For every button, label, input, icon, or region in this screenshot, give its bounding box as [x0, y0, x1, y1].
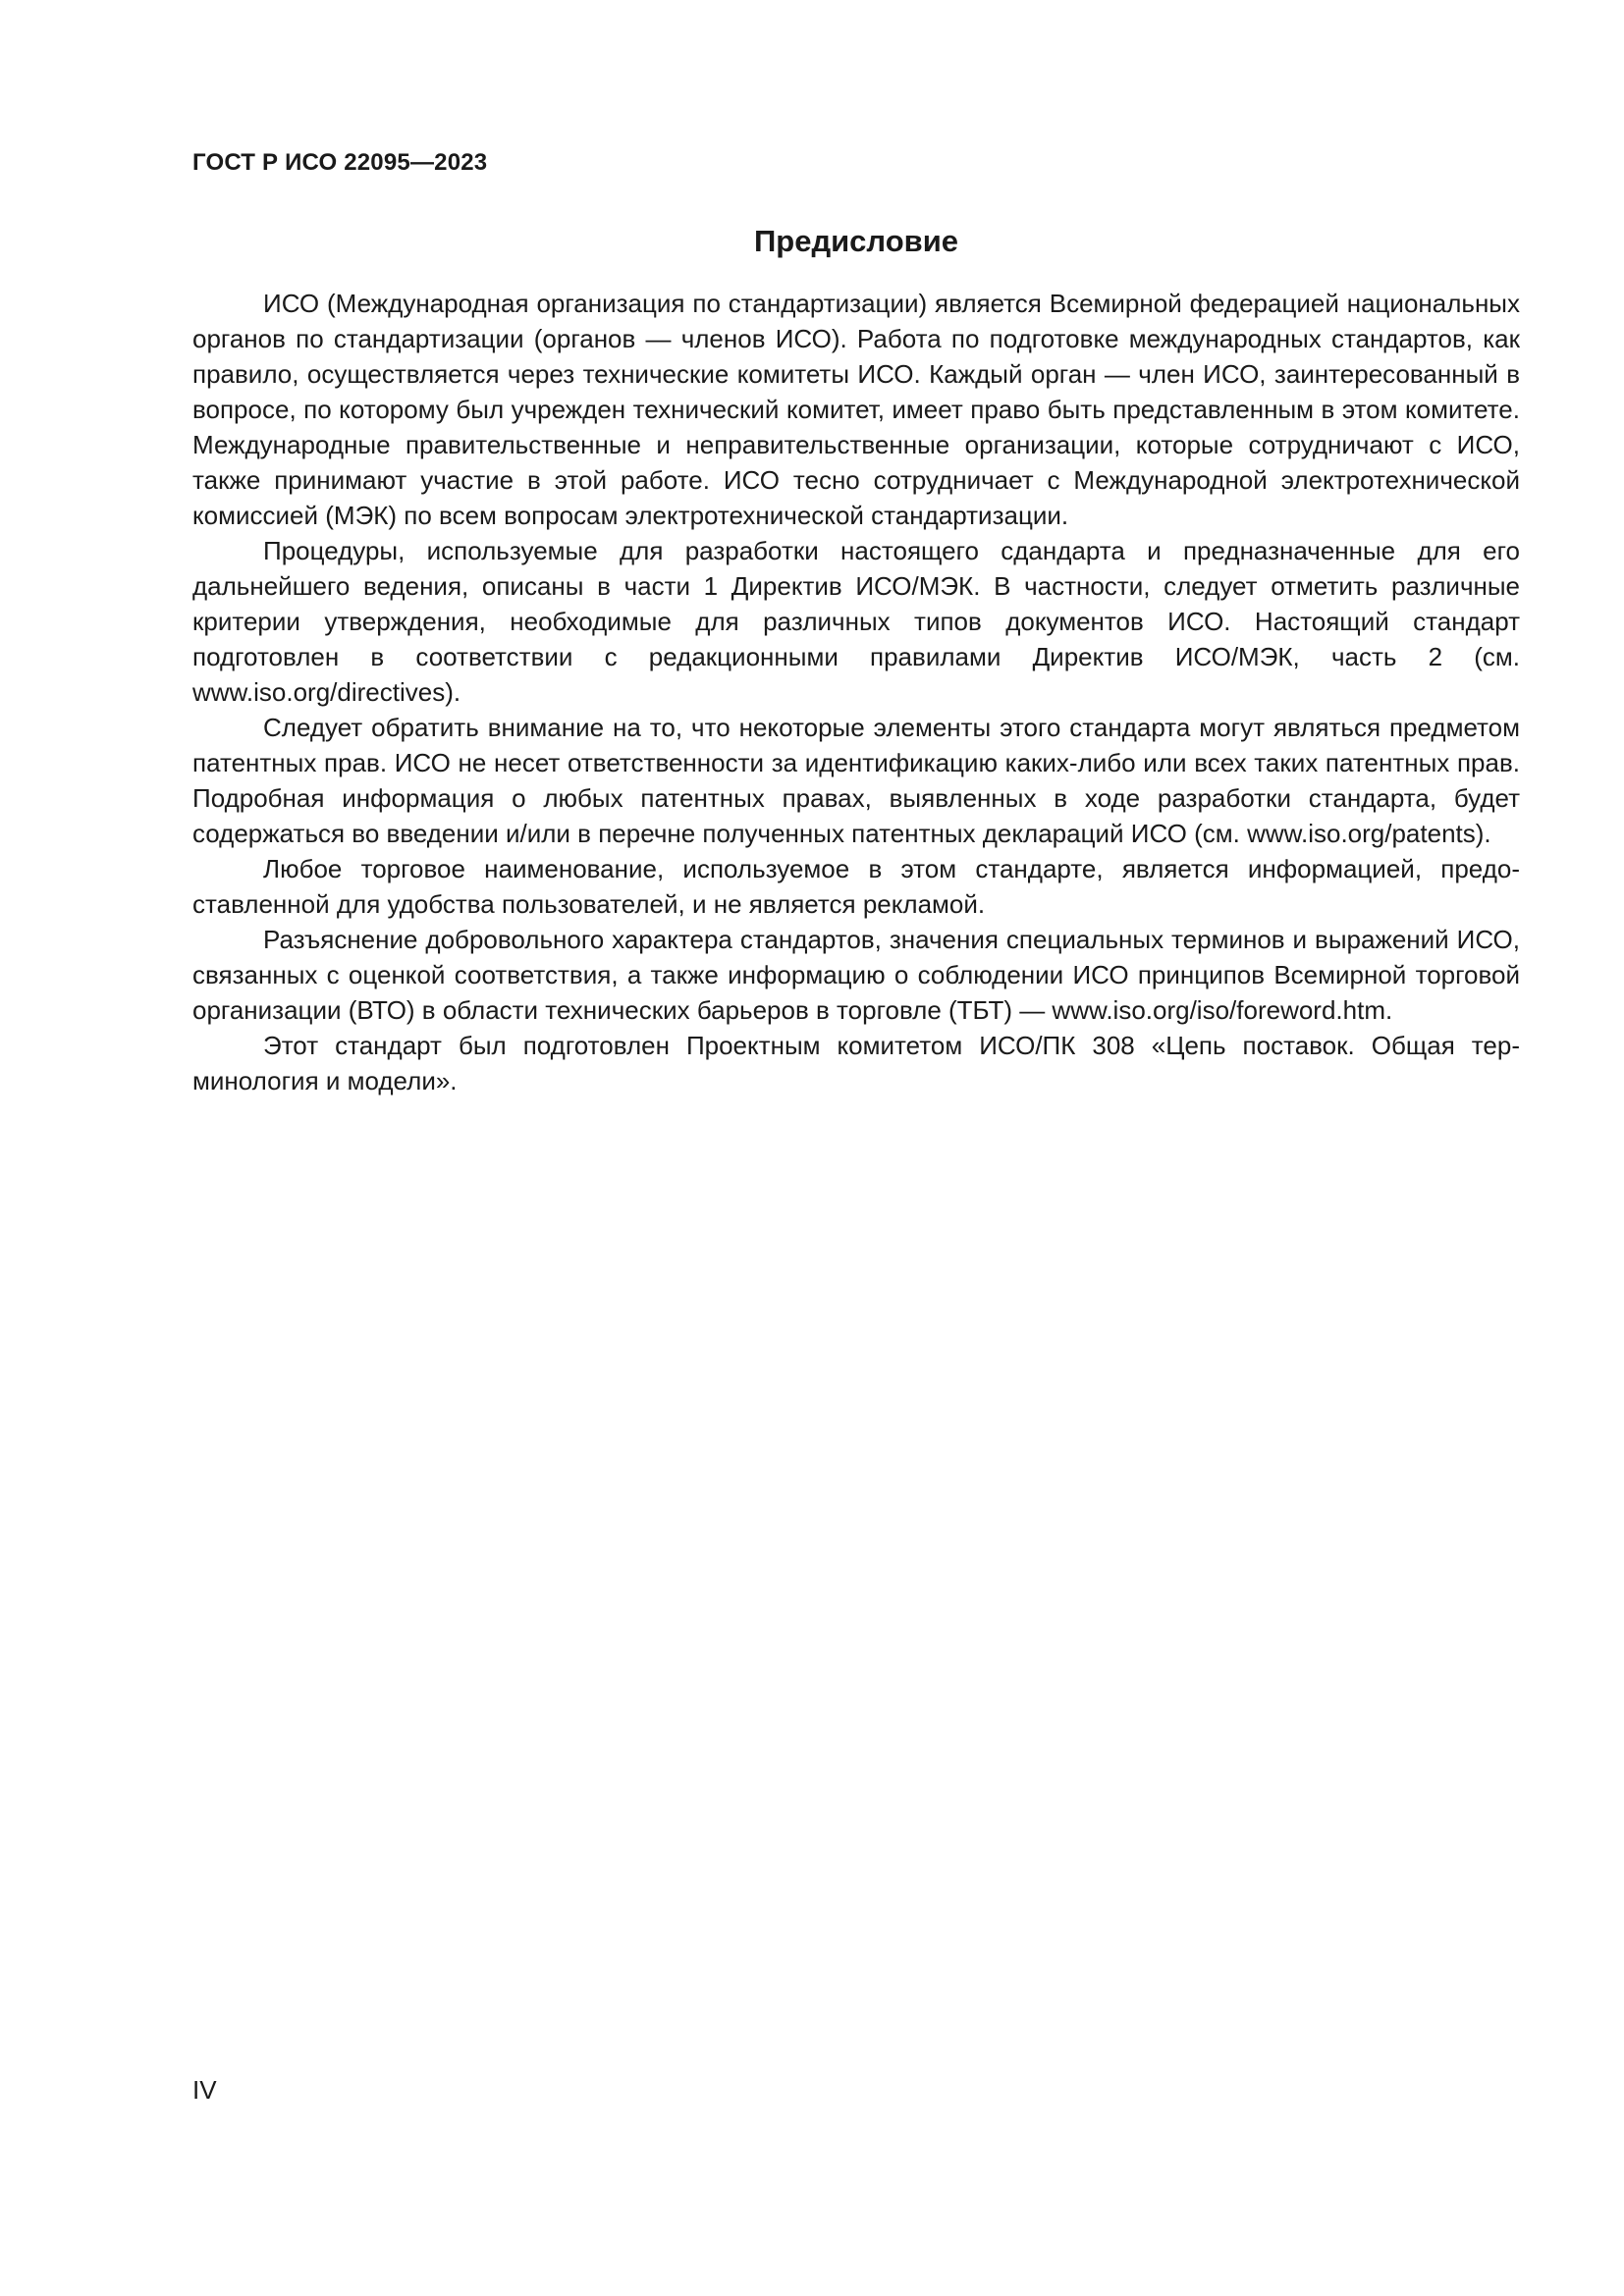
paragraph-committee: Этот стандарт был подготовлен Проектным комитетом ИСО/ПК 308 «Цепь поставок. Общая терминология и модели». [192, 1031, 1520, 1095]
paragraph-patents: Следует обратить внимание на то, что некоторые элементы этого стандарта могут являться предметом патентных прав. ИСО не несет ответственности за идентификацию каких-либо или всех таких патентных прав. Подробная информация о любых патентных правах, выявленных в ходе разработки стандарта, будет содержаться во введении и/или в перечне полученных патентных деклараций ИСО (см. www.iso.org/patents). [192, 713, 1520, 848]
page-number: IV [192, 2075, 217, 2105]
paragraph-voluntary-nature: Разъяснение добровольного характера стандартов, значения специальных терминов и выражений ИСО, связанных с оценкой соответствия, а также информацию о соблюдении ИСО принципов Всемирной торговой организации (ВТО) в области технических барьеров в торговле (ТБТ) — www.iso.org/iso/foreword.htm. [192, 925, 1520, 1025]
paragraph-iso-intro: ИСО (Международная организация по стандартизации) является Всемирной федерацией национальных органов по стандартизации (органов — членов ИСО). Работа по подготовке международных стандартов, как правило, осуществляется через технические комитеты ИСО. Каждый орган — член ИСО, заинтересованный в вопросе, по которому был учрежден технический комитет, имеет право быть представленным в этом комитете. Международные правительственные и неправительственные организации, которые сотрудничают с ИСО, также принимают участие в этой работе. ИСО тесно сотрудничает с Международной электротехнической комиссией (МЭК) по всем вопросам электротехнической стандартизации. [192, 289, 1520, 530]
foreword-title: Предисловие [753, 224, 958, 258]
paragraph-procedures: Процедуры, используемые для разработки настоящего сдандарта и предназначенные для его дальнейшего ведения, описаны в части 1 Директив ИСО/МЭК. В частности, следует отметить различные критерии утверждения, необходимые для различных типов документов ИСО. Настоящий стандарт подготовлен в соответствии с редакционными правилами Директив ИСО/МЭК, часть 2 (см. www.iso.org/directives). [192, 536, 1520, 707]
foreword-body [192, 286, 1520, 1098]
paragraph-trade-names: Любое торговое наименование, используемое в этом стандарте, является информацией, предоставленной для удобства пользователей, и не является рекламой. [192, 854, 1520, 919]
document-code: ГОСТ Р ИСО 22095—2023 [192, 149, 488, 176]
